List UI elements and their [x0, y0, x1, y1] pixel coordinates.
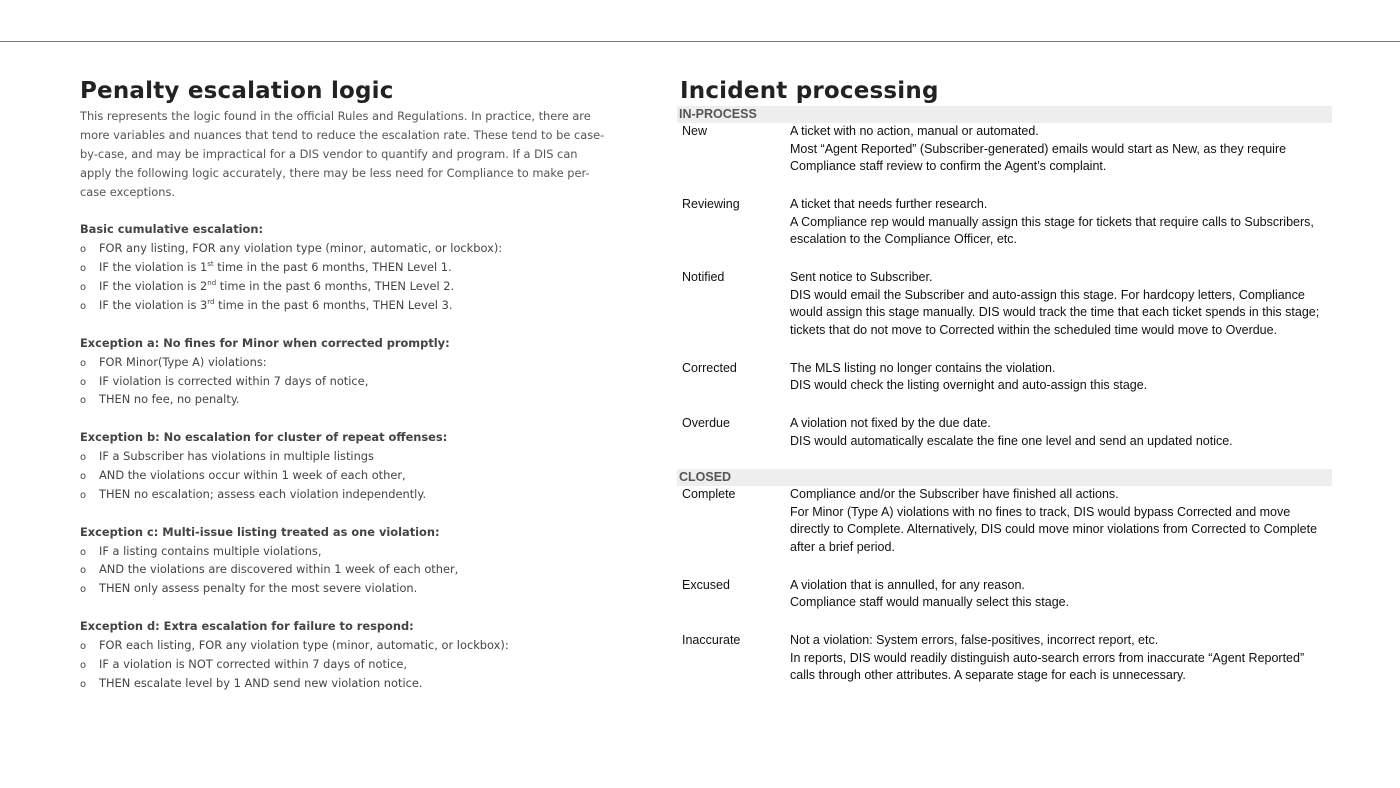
- stage-term: Corrected: [682, 360, 737, 375]
- list-item: o THEN no escalation; assess each violation independently.: [80, 485, 610, 504]
- bullet-icon: o: [80, 244, 87, 256]
- section-title: Exception d: Extra escalation for failure to respond:: [80, 619, 414, 634]
- bullet-list: [80, 239, 610, 315]
- bullet-icon: o: [80, 300, 87, 312]
- section-title: Exception a: No fines for Minor when corrected promptly:: [80, 335, 450, 350]
- list-item: o IF the violation is 3rd time in the past 6 months, THEN Level 3.: [80, 296, 610, 315]
- stage-description: A violation that is annulled, for any reason. Compliance staff would manually select this stage.: [790, 577, 1070, 609]
- bullet-icon: o: [80, 565, 87, 577]
- section-exception-b: [80, 428, 610, 504]
- section-exception-a: [80, 334, 610, 410]
- incident-title: Incident processing: [680, 78, 939, 104]
- bullet-list: [80, 447, 610, 504]
- bullet-list: [80, 636, 610, 693]
- bullet-icon: o: [80, 357, 87, 369]
- stage-term: New: [682, 124, 708, 138]
- bullet-icon: o: [80, 395, 87, 407]
- section-basic: [80, 220, 610, 314]
- stage-row-overdue: [680, 415, 1332, 450]
- list-item: o FOR any listing, FOR any violation type (minor, automatic, or lockbox):: [80, 239, 610, 258]
- stage-term: Overdue: [682, 416, 730, 430]
- bullet-icon: o: [80, 376, 87, 388]
- bullet-icon: o: [80, 489, 87, 501]
- bullet-icon: o: [80, 678, 87, 690]
- penalty-title: Penalty escalation logic: [80, 78, 394, 104]
- list-item: o IF the violation is 2nd time in the past 6 months, THEN Level 2.: [80, 277, 610, 296]
- list-item: o FOR each listing, FOR any violation type (minor, automatic, or lockbox):: [80, 636, 610, 655]
- stage-description: Sent notice to Subscriber. DIS would email the Subscriber and auto-assign this stage. For hardcopy letters, Compliance would assign this stage manually. DIS would track the time that each ticket spends in this stage; tickets that do not move to Corrected within the scheduled time would move to Overdue.: [790, 270, 1320, 337]
- stage-row-reviewing: [680, 196, 1332, 249]
- group-band-closed: CLOSED: [677, 469, 1332, 486]
- stage-term: Complete: [682, 487, 736, 501]
- list-item: o THEN escalate level by 1 AND send new violation notice.: [80, 674, 610, 693]
- list-item: o AND the violations are discovered within 1 week of each other,: [80, 560, 610, 579]
- bullet-icon: o: [80, 659, 87, 671]
- bullet-icon: o: [80, 546, 87, 558]
- stage-row-notified: [680, 269, 1332, 339]
- stage-row-new: [680, 123, 1332, 176]
- list-item: o FOR Minor(Type A) violations:: [80, 353, 610, 372]
- section-exception-c: [80, 523, 610, 599]
- stage-row-inaccurate: [680, 632, 1332, 685]
- bullet-list: [80, 542, 610, 599]
- section-exception-d: [80, 617, 610, 693]
- stage-term: Excused: [682, 577, 730, 592]
- section-title: Exception c: Multi-issue listing treated as one violation:: [80, 524, 440, 539]
- stage-row-excused: [680, 577, 1332, 612]
- bullet-icon: o: [80, 584, 87, 596]
- list-item: o IF a listing contains multiple violations,: [80, 542, 610, 561]
- list-item: o THEN no fee, no penalty.: [80, 390, 610, 409]
- group-band-in-process: IN-PROCESS: [677, 106, 1332, 123]
- list-item: o IF a Subscriber has violations in multiple listings: [80, 447, 610, 466]
- bullet-icon: o: [80, 282, 87, 294]
- list-item: o IF violation is corrected within 7 days of notice,: [80, 372, 610, 391]
- stage-term: Reviewing: [682, 197, 740, 211]
- stage-row-complete: [680, 486, 1332, 556]
- bullet-icon: o: [80, 641, 87, 653]
- list-item: o THEN only assess penalty for the most severe violation.: [80, 579, 610, 598]
- stage-term: Inaccurate: [682, 633, 741, 647]
- header-divider: [0, 41, 1400, 42]
- stage-description: A ticket that needs further research. A Compliance rep would manually assign this stage for tickets that require calls to Subscribers, escalation to the Compliance Officer, etc.: [790, 197, 1314, 246]
- stage-description: Compliance and/or the Subscriber have finished all actions. For Minor (Type A) violations with no fines to track, DIS would bypass Corrected and move directly to Complete. Alternatively, DIS could move minor violations from Corrected to Complete after a brief period.: [790, 487, 1318, 554]
- list-item: o AND the violations occur within 1 week of each other,: [80, 466, 610, 485]
- list-item: o IF a violation is NOT corrected within 7 days of notice,: [80, 655, 610, 674]
- section-title: Exception b: No escalation for cluster of repeat offenses:: [80, 430, 448, 445]
- bullet-list: [80, 353, 610, 410]
- incident-processing-panel: [680, 76, 1332, 685]
- bullet-icon: o: [80, 452, 87, 464]
- penalty-intro: This represents the logic found in the official Rules and Regulations. In practice, there are more variables and nuances that tend to reduce the escalation rate. These tend to be case-by-case, and may be impractical for a DIS vendor to quantify and program. If a DIS can apply the following logic accurately, there may be less need for Compliance to make per-case exceptions.: [80, 109, 605, 199]
- stage-description: Not a violation: System errors, false-positives, incorrect report, etc. In reports, DIS would readily distinguish auto-search errors from inaccurate “Agent Reported” calls through other attributes. A separate stage for each is unnecessary.: [790, 633, 1305, 682]
- penalty-escalation-panel: [80, 76, 610, 693]
- bullet-icon: o: [80, 263, 87, 275]
- stage-description: A violation not fixed by the due date. DIS would automatically escalate the fine one level and send an updated notice.: [790, 416, 1233, 448]
- section-title: Basic cumulative escalation:: [80, 222, 264, 237]
- stage-row-corrected: [680, 360, 1332, 395]
- stage-description: The MLS listing no longer contains the violation. DIS would check the listing overnight and auto-assign this stage.: [790, 360, 1148, 392]
- bullet-icon: o: [80, 471, 87, 482]
- list-item: o IF the violation is 1st time in the past 6 months, THEN Level 1.: [80, 258, 610, 277]
- stage-description: A ticket with no action, manual or automated. Most “Agent Reported” (Subscriber-generated) emails would start as New, as they require Compliance staff review to confirm the Agent’s complaint.: [790, 124, 1287, 173]
- stage-term: Notified: [682, 270, 725, 284]
